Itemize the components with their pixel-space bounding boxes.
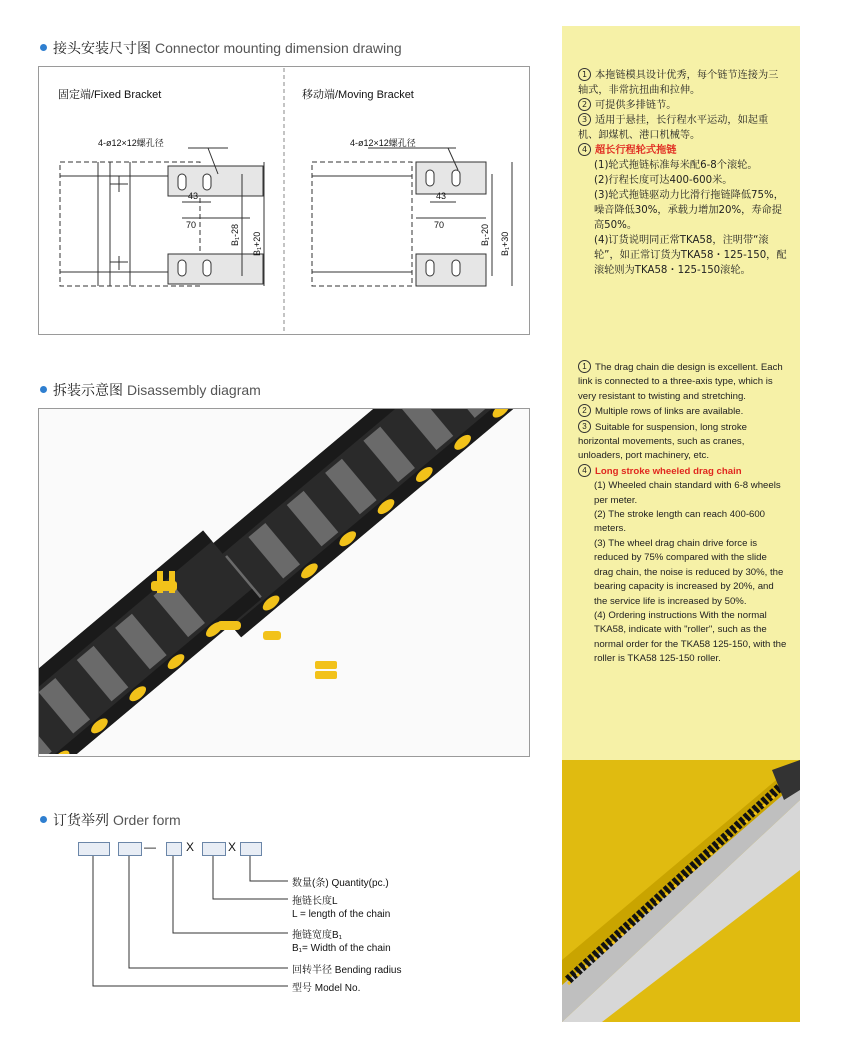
section-title-en: Order form: [113, 812, 181, 828]
marker-1: 1: [578, 360, 591, 373]
separator-dash: —: [144, 840, 156, 854]
section-title-en: Connector mounting dimension drawing: [155, 40, 402, 56]
marker-3: 3: [578, 420, 591, 433]
chain-length-label-zh: 拖链长度L: [292, 896, 338, 907]
feature-en-4-3: (3) The wheel drag chain drive force is reduced by 75% compared with the slide drag chain, the noise is reduced by 30%, the bearing capacity is increased by 20%, and the service life is increased by 50%.: [594, 537, 784, 607]
feature-zh-4-1: (1)轮式拖链标准每米配6-8个滚轮。: [594, 160, 758, 171]
fixed-dim-d: B₁+20: [252, 231, 262, 256]
model-no-label: 型号 Model No.: [292, 983, 361, 994]
feature-en-4-title: Long stroke wheeled drag chain: [595, 465, 742, 477]
section-title-zh: 接头安装尺寸图: [53, 41, 151, 57]
moving-dim-d: B₁+30: [500, 231, 510, 256]
section-title-en: Disassembly diagram: [127, 382, 261, 398]
marker-2: 2: [578, 404, 591, 417]
section-title-zh: 订货举列: [53, 813, 109, 829]
feature-zh-3: 适用于悬挂，长行程水平运动，如起重机、卸煤机、港口机械等。: [578, 115, 769, 141]
feature-zh-4-title: 超长行程轮式拖链: [595, 145, 677, 156]
separator-x: X: [228, 840, 237, 854]
fixed-dim-c: B₁-28: [230, 223, 240, 246]
features-zh: [578, 68, 788, 278]
feature-en-2: Multiple rows of links are available.: [595, 406, 744, 418]
fixed-holes-spec: 4-ø12×12螺孔径: [98, 138, 164, 148]
feature-en-4-4: (4) Ordering instructions With the normal TKA58, indicate with "roller", such as the normal order for the TKA58 125-150, with the roller is TKA58 125-150 roller.: [594, 609, 787, 665]
feature-en-4-2: (2) The stroke length can reach 400-600 meters.: [594, 509, 766, 535]
feature-en-4-1: (1) Wheeled chain standard with 6-8 wheels per meter.: [594, 480, 781, 506]
feature-zh-4-2: (2)行程长度可达400-600米。: [594, 175, 733, 186]
fixed-dim-a: 43: [188, 191, 199, 201]
marker-3: 3: [578, 113, 591, 126]
quantity-label: 数量(条) Quantity(pc.): [292, 878, 389, 889]
chain-width-label-en: B₁= Width of the chain: [292, 943, 391, 954]
feature-zh-4-4: (4)订货说明同正常TKA58，注明带“滚轮”，如正常订货为TKA58・125-150，配滚轮则为TKA58・125-150滚轮。: [594, 235, 787, 276]
moving-dim-b: 70: [434, 220, 445, 230]
features-en: [578, 360, 788, 667]
marker-4: 4: [578, 464, 591, 477]
feature-zh-2: 可提供多排链节。: [595, 100, 677, 111]
feature-en-3: Suitable for suspension, long stroke horizontal movements, such as cranes, unloaders, port machinery, etc.: [578, 421, 747, 462]
marker-4: 4: [578, 143, 591, 156]
moving-dim-c: B₁-20: [480, 223, 490, 246]
installation-photo: [562, 760, 800, 1022]
fixed-bracket-label: 固定端/Fixed Bracket: [58, 89, 162, 101]
bending-radius-label: 回转半径 Bending radius: [292, 965, 402, 976]
section-title-zh: 拆装示意图: [53, 383, 123, 399]
feature-zh-4-3: (3)轮式拖链驱动力比滑行拖链降低75%，噪音降低30%，承载力增加20%，寿命提高50%。: [594, 190, 784, 231]
marker-1: 1: [578, 68, 591, 81]
fixed-dim-b: 70: [186, 220, 197, 230]
moving-bracket-label: 移动端/Moving Bracket: [302, 89, 414, 101]
separator-x: X: [186, 840, 195, 854]
marker-2: 2: [578, 98, 591, 111]
feature-en-1: The drag chain die design is excellent. Each link is connected to a three-axis type, which is very resistant to twisting and stretching.: [578, 362, 783, 402]
feature-zh-1: 本拖链模具设计优秀，每个链节连接为三轴式，非常抗扭曲和拉伸。: [578, 70, 779, 96]
chain-width-label-zh: 拖链宽度B₁: [292, 930, 343, 941]
moving-holes-spec: 4-ø12×12螺孔径: [350, 138, 416, 148]
moving-dim-a: 43: [436, 191, 447, 201]
chain-length-label-en: L = length of the chain: [292, 909, 391, 920]
